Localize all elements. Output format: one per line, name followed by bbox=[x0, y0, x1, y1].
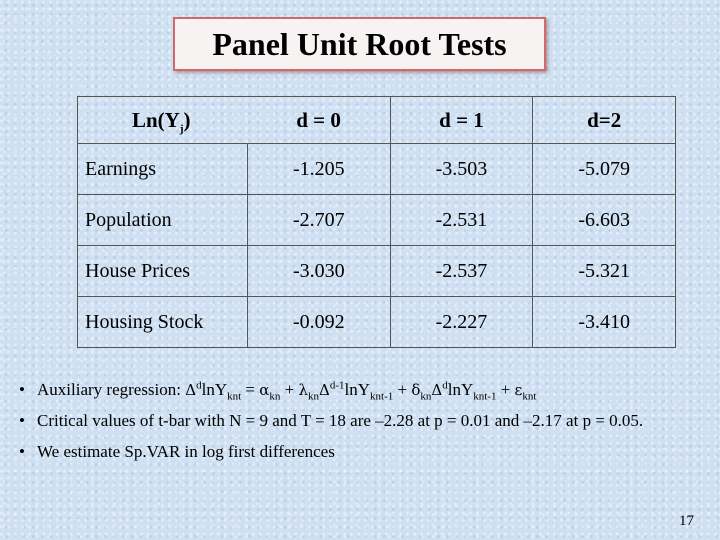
bullet-estimate bbox=[18, 441, 698, 463]
cell-value: -5.321 bbox=[533, 246, 676, 297]
bullet-list bbox=[18, 379, 698, 472]
bullet-dot-icon: • bbox=[19, 411, 25, 430]
table-header-row bbox=[78, 97, 676, 144]
cell-value: -2.707 bbox=[248, 195, 391, 246]
cell-value: -3.030 bbox=[248, 246, 391, 297]
cell-value: -2.537 bbox=[390, 246, 533, 297]
cell-value: -2.531 bbox=[390, 195, 533, 246]
table-row bbox=[78, 246, 676, 297]
slide-title: Panel Unit Root Tests bbox=[212, 25, 507, 62]
regression-prefix: Auxiliary regression: bbox=[37, 380, 186, 399]
unit-root-table bbox=[77, 96, 676, 348]
cell-value: -3.410 bbox=[533, 297, 676, 348]
cell-value: -1.205 bbox=[248, 144, 391, 195]
row-label: Earnings bbox=[78, 144, 248, 195]
cell-value: -3.503 bbox=[390, 144, 533, 195]
bullet-regression bbox=[18, 379, 698, 401]
header-d2: d=2 bbox=[533, 97, 676, 144]
row-label: Population bbox=[78, 195, 248, 246]
bullet-dot-icon: • bbox=[19, 442, 25, 461]
regression-equation: $\Delta^d\ln Y_{knt} = \alpha_{kn} + \lambda_{kn}\Delta^{d-1}\ln Y_{knt-1} + \delta_{kn}\Delta^d\ln Y_{knt-1} + \varepsilon_{knt}$ bbox=[185, 379, 537, 403]
cell-value: -2.227 bbox=[390, 297, 533, 348]
row-label: House Prices bbox=[78, 246, 248, 297]
table-row bbox=[78, 144, 676, 195]
bullet-dot-icon: • bbox=[19, 380, 25, 399]
table-row bbox=[78, 195, 676, 246]
critical-values-text: Critical values of t-bar with N = 9 and T = 18 are –2.28 at p = 0.01 and –2.17 at p = 0.05. bbox=[37, 411, 644, 430]
bullet-critical-values bbox=[18, 410, 698, 432]
page-number: 17 bbox=[679, 513, 694, 529]
header-variable: $Ln(Y_j)$ bbox=[78, 97, 248, 144]
slide-title-box bbox=[173, 17, 546, 71]
table-row bbox=[78, 297, 676, 348]
cell-value: -5.079 bbox=[533, 144, 676, 195]
row-label: Housing Stock bbox=[78, 297, 248, 348]
estimate-text: We estimate Sp.VAR in log first differences bbox=[37, 442, 335, 461]
cell-value: -0.092 bbox=[248, 297, 391, 348]
header-d1: d = 1 bbox=[390, 97, 533, 144]
header-d0: d = 0 bbox=[248, 97, 391, 144]
cell-value: -6.603 bbox=[533, 195, 676, 246]
